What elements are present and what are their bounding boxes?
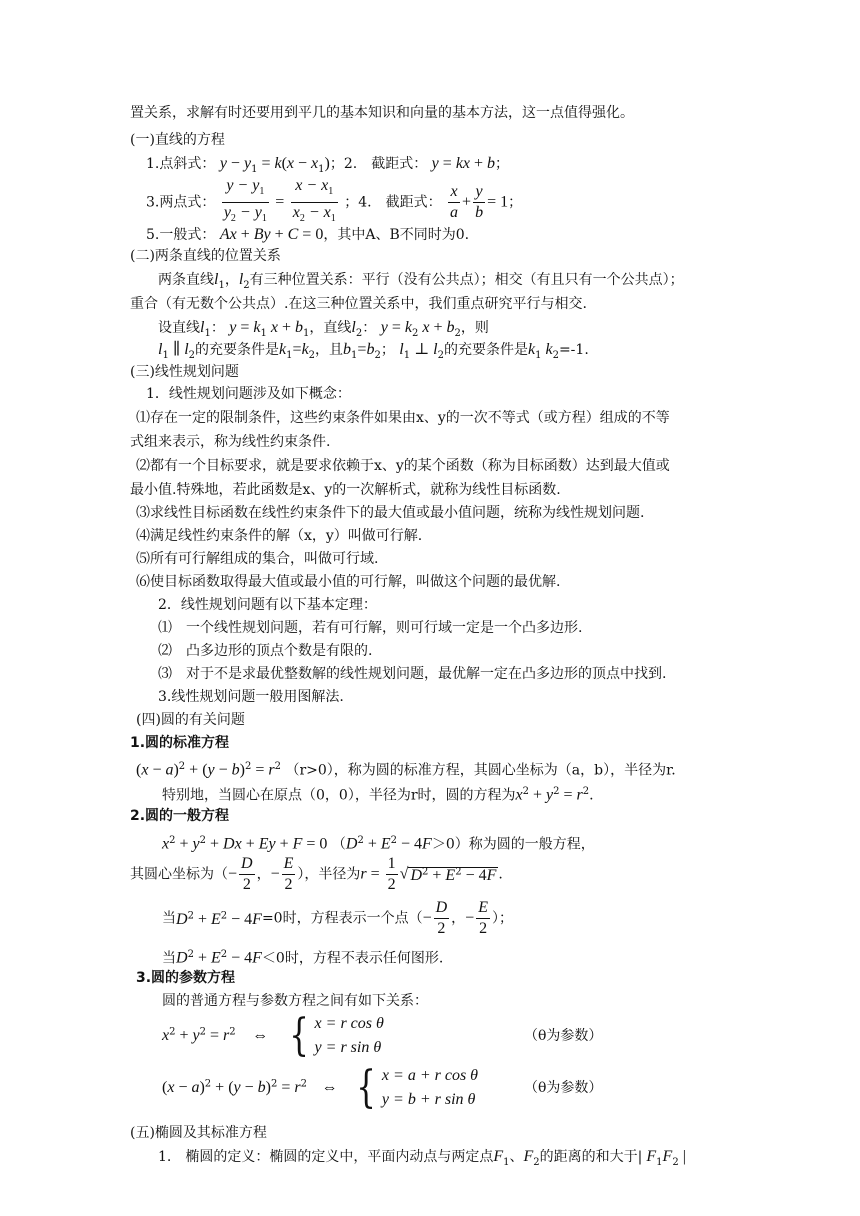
ellipse-definition: 1. 椭圆的定义：椭圆的定义中，平面内动点与两定点$F_1$、$F_2$的距离的和大于| $F_1F_2$ | [158,1148,686,1168]
param-eq-general: $(x - a)^2 + (y - b)^2 = r^2$ ⇔ { x = a + r cos θ y = b + r sin θ [162,1062,479,1113]
section-4-heading: (四)圆的有关问题 [136,712,245,728]
section-2-heading: (二)两条直线的位置关系 [130,248,281,264]
lp-method: 3.线性规划问题一般用图解法. [158,689,344,705]
para-line-defs: 设直线$l_1$： $y = k_1$ $x + b_1$，直线$l_2$： $y = k_2$ $x + b_2$，则 [158,319,489,339]
intro-line: 置关系，求解有时还要用到平几的基本知识和向量的基本方法，这一点值得强化。 [130,105,634,121]
lp-concept-6: ⑹使目标函数取得最大值或最小值的可行解，叫做这个问题的最优解. [136,574,561,590]
circle-origin-note: 特别地，当圆心在原点（0，0），半径为r时，圆的方程为$x^2 + y^2 = r^2$. [162,786,594,804]
formula-general: 5.一般式： Ax + By + C = 0，其中A、B不同时为0. [146,226,470,243]
lp-concept-2a: ⑵都有一个目标要求，就是要求依赖于x、y的某个函数（称为目标函数）达到最大值或 [136,458,670,474]
section-1-heading: (一)直线的方程 [130,132,225,148]
lp-theorems-title: 2．线性规划问题有以下基本定理： [158,597,377,613]
lp-theorem-3: ⑶ 对于不是求最优整数解的线性规划问题，最优解一定在凸多边形的顶点中找到. [158,666,667,682]
param-eq-origin: $x^2 + y^2 = r^2$ ⇔ { x = r cos θ y = r sin θ [162,1010,384,1061]
para-two-lines: 两条直线$l_1$，$l_2$有三种位置关系：平行（没有公共点）；相交（有且只有一个公共点）； [158,271,684,291]
section-3-heading: (三)线性规划问题 [130,364,239,380]
lp-concept-2b: 最小值.特殊地，若此函数是x、y的一次解析式，就称为线性目标函数. [130,482,561,498]
lp-concept-1b: 式组来表示，称为线性约束条件. [130,434,331,450]
lp-concept-4: ⑷满足线性约束条件的解（x，y）叫做可行解. [136,528,423,544]
circle-standard-heading: 1.圆的标准方程 [130,735,230,751]
param-note-1: （θ为参数） [524,1028,603,1044]
circle-param-heading: 3.圆的参数方程 [136,970,236,986]
lp-concept-1a: ⑴存在一定的限制条件，这些约束条件如果由x、y的一次不等式（或方程）组成的不等 [136,410,670,426]
lp-theorem-1: ⑴ 一个线性规划问题，若有可行解，则可行域一定是一个凸多边形. [158,620,583,636]
lp-theorem-2: ⑵ 凸多边形的顶点个数是有限的. [158,643,373,659]
lp-concept-3: ⑶求线性目标函数在线性约束条件下的最大值或最小值问题，统称为线性规划问题. [136,505,645,521]
param-note-2: （θ为参数） [524,1080,603,1096]
para-parallel-perp: $l_1$ ∥ $l_2$的充要条件是$k_1=k_2$，且$b_1=b_2$； $l_1$ ⊥ $l_2$的充要条件是$k_1$ $k_2=-1$. [158,341,589,361]
circle-none-case: 当$D^2 + E^2 - 4F<0$时，方程不表示任何图形. [162,949,444,967]
circle-general-eq: $x^2 + y^2 + Dx + Ey + F = 0$ $(D^2 + E^2 - 4F>0)$称为圆的一般方程， [162,835,595,853]
circle-param-intro: 圆的普通方程与参数方程之间有如下关系： [162,993,428,1009]
formula-two-point: 3.两点式： $\frac{y - y_1}{y_2 - y_1}$ = $\frac{x - x_1}{x_2 - x_1}$ ；4. 截距式： $\frac{x}{a}$ + $\frac{y}{b}$ = 1； [146,177,523,225]
lp-concepts-title: 1．线性规划问题涉及如下概念： [146,386,351,402]
formula-point-slope: 1.点斜式： $y - y_1 = k(x - x_1)$；2. 截距式： y = kx + b； [146,155,510,175]
lp-concept-5: ⑸所有可行解组成的集合，叫做可行域. [136,551,379,567]
circle-standard-eq: $(x - a)^2 + (y - b)^2 = r^2$ （r>0），称为圆的标准方程，其圆心坐标为（a，b），半径为r. [136,761,676,779]
para-two-lines-cont: 重合（有无数个公共点）.在这三种位置关系中，我们重点研究平行与相交. [130,296,587,312]
circle-general-center: 其圆心坐标为（− $\frac{D}{2}$ ，− $\frac{E}{2}$ ），半径为r = $\frac{1}{2}$ √ $D^2 + E^2 - 4F$ . [130,855,503,893]
circle-general-heading: 2.圆的一般方程 [130,808,230,824]
circle-point-case: 当$D^2 + E^2 - 4F=0$时，方程表示一个点（− $\frac{D}{2}$ ，− $\frac{E}{2}$ ）； [162,899,513,937]
section-5-heading: (五)椭圆及其标准方程 [130,1125,267,1141]
